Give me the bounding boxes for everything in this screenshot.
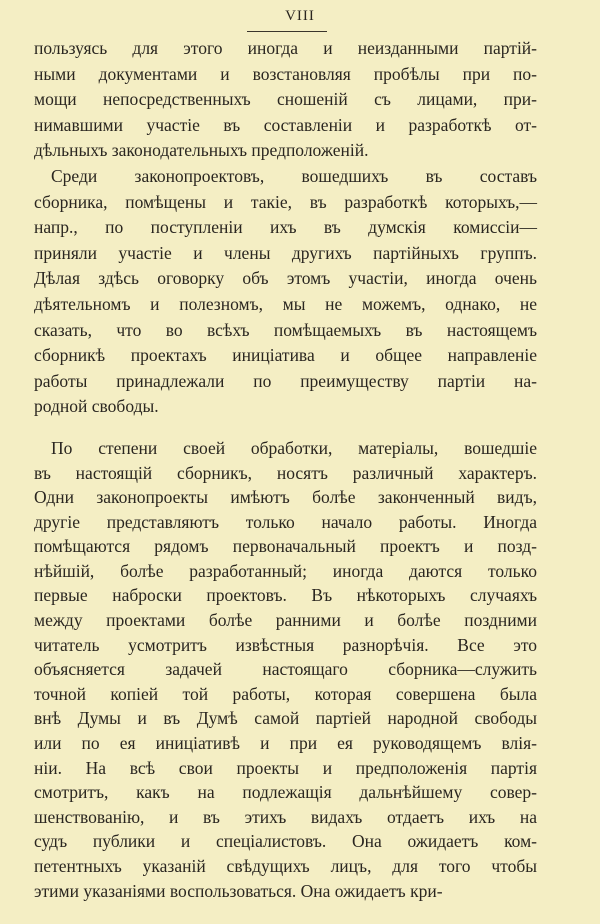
text-line: этими указаніями воспользоваться. Она ожидаетъ кри-	[34, 880, 443, 901]
text-line: объясняется задачей настоящаго сборника—служить	[34, 659, 537, 680]
text-line: точной копіей той работы, которая совершена была	[34, 683, 537, 704]
text-line: дѣльныхъ законодательныхъ предположеній.	[34, 140, 369, 161]
text-line: или по ея иниціативѣ и при ея руководящемъ влія-	[34, 733, 537, 754]
text-line: сказать, что во всѣхъ помѣщаемыхъ въ настоящемъ	[34, 319, 537, 340]
text-line: судъ публики и спеціалистовъ. Она ожидаетъ ком-	[34, 831, 537, 852]
text-line: въ настоящій сборникъ, носятъ различный характеръ.	[34, 462, 537, 483]
header-rule	[247, 31, 327, 32]
text-line: смотритъ, какъ на подлежащія дальнѣйшему совер-	[34, 782, 537, 803]
text-line: петентныхъ указаній свѣдущихъ лицъ, для того чтобы	[34, 856, 537, 876]
text-line: мощи непосредственныхъ сношеній съ лицами, при-	[34, 89, 537, 110]
text-line: между проектами болѣе ранними и болѣе поздними	[34, 610, 537, 631]
text-line: другіе представляютъ только начало работы. Иногда	[34, 511, 537, 532]
text-line: По степени своей обработки, матеріалы, вошедшіе	[51, 437, 537, 458]
text-line: сборника, помѣщены и такіе, въ разработкѣ которыхъ,—	[34, 191, 537, 212]
body-text	[34, 36, 537, 903]
text-line: читатель усмотритъ извѣстныя разнорѣчія. Все это	[34, 634, 537, 655]
text-line: дѣятельномъ и полезномъ, мы не можемъ, однако, не	[34, 293, 537, 314]
text-line: Дѣлая здѣсь оговорку объ этомъ участіи, иногда очень	[34, 268, 537, 289]
text-line: нѣйшій, болѣе разработанный; иногда даются только	[34, 560, 537, 581]
text-line: напр., по поступленіи ихъ въ думскія комиссіи—	[34, 217, 537, 238]
text-line: пользуясь для этого иногда и неизданными партій-	[34, 38, 537, 58]
text-line: Одни законопроекты имѣютъ болѣе законченный видъ,	[34, 487, 537, 508]
paragraph	[34, 164, 537, 420]
text-line: родной свободы.	[34, 396, 159, 417]
text-line: ными документами и возстановляя пробѣлы при по-	[34, 63, 537, 84]
text-line: помѣщаются рядомъ первоначальный проектъ и позд-	[34, 536, 537, 557]
text-line: ніи. На всѣ свои проекты и предположенія партія	[34, 757, 537, 778]
paragraph	[34, 36, 537, 164]
text-line: внѣ Думы и въ Думѣ самой партіей народной свободы	[34, 708, 537, 729]
text-line: сборникѣ проектахъ иниціатива и общее направленіе	[34, 345, 537, 366]
page-number: VIII	[285, 8, 315, 24]
text-line: работы принадлежали по преимуществу партіи на-	[34, 370, 537, 391]
text-line: приняли участіе и члены другихъ партійныхъ группъ.	[34, 242, 537, 263]
paragraph	[34, 436, 537, 903]
text-line: Среди законопроектовъ, вошедшихъ въ составъ	[51, 165, 537, 186]
text-line: шенствованію, и въ этихъ видахъ отдаетъ ихъ на	[34, 806, 537, 827]
text-line: нимавшими участіе въ составленіи и разработкѣ от-	[34, 114, 537, 135]
text-line: первые наброски проектовъ. Въ нѣкоторыхъ случаяхъ	[34, 585, 537, 606]
